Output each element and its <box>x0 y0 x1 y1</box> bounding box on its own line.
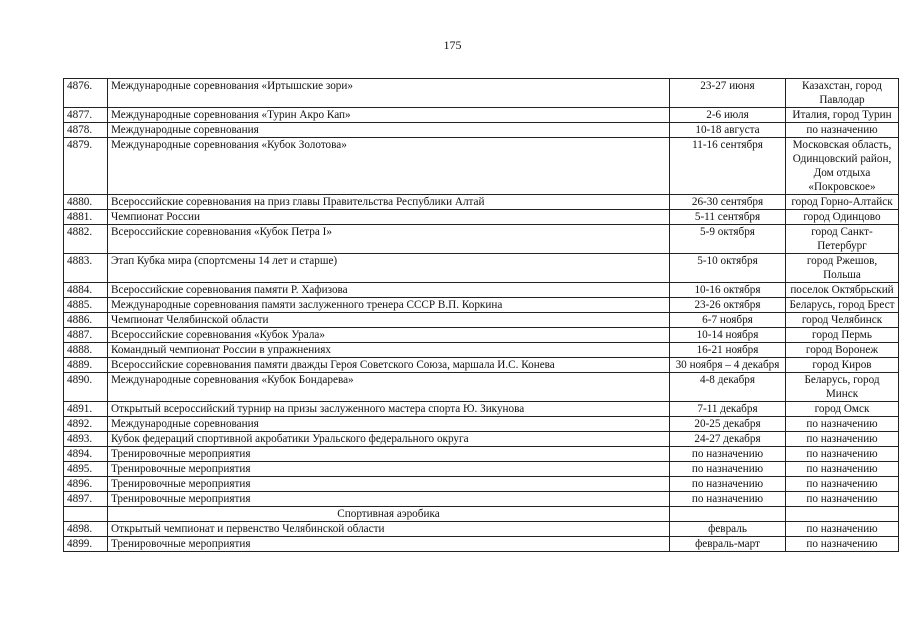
events-table-body-aerobics <box>64 522 899 552</box>
events-table-body <box>64 79 899 507</box>
event-name: Всероссийские соревнования «Кубок Петра I» <box>108 225 670 254</box>
section-date-cell <box>670 507 786 522</box>
table-row <box>64 283 899 298</box>
event-date: по назначению <box>670 462 786 477</box>
event-place: Италия, город Турин <box>786 108 899 123</box>
section-place-cell <box>786 507 899 522</box>
event-number: 4888. <box>64 343 108 358</box>
event-number: 4899. <box>64 537 108 552</box>
event-place: город Ржешов, Польша <box>786 254 899 283</box>
event-date: февраль <box>670 522 786 537</box>
event-place: поселок Октябрьский <box>786 283 899 298</box>
event-name: Чемпионат Челябинской области <box>108 313 670 328</box>
section-num-cell <box>64 507 108 522</box>
event-date: 10-18 августа <box>670 123 786 138</box>
event-number: 4892. <box>64 417 108 432</box>
event-number: 4880. <box>64 195 108 210</box>
event-place: по назначению <box>786 447 899 462</box>
table-row <box>64 343 899 358</box>
event-name: Кубок федераций спортивной акробатики Уральского федерального округа <box>108 432 670 447</box>
table-row <box>64 195 899 210</box>
table-row <box>64 123 899 138</box>
table-row <box>64 328 899 343</box>
event-place: город Воронеж <box>786 343 899 358</box>
event-number: 4886. <box>64 313 108 328</box>
event-place: город Челябинск <box>786 313 899 328</box>
event-place: город Киров <box>786 358 899 373</box>
event-name: Командный чемпионат России в упражнениях <box>108 343 670 358</box>
event-place: город Санкт-Петербург <box>786 225 899 254</box>
event-place: по назначению <box>786 432 899 447</box>
event-date: 10-14 ноября <box>670 328 786 343</box>
table-row <box>64 254 899 283</box>
event-number: 4894. <box>64 447 108 462</box>
event-number: 4887. <box>64 328 108 343</box>
table-row <box>64 79 899 108</box>
event-name: Чемпионат России <box>108 210 670 225</box>
table-row <box>64 537 899 552</box>
event-date: 26-30 сентября <box>670 195 786 210</box>
event-date: 2-6 июля <box>670 108 786 123</box>
event-date: 7-11 декабря <box>670 402 786 417</box>
table-row <box>64 313 899 328</box>
event-name: Международные соревнования «Иртышские зори» <box>108 79 670 108</box>
table-row <box>64 462 899 477</box>
event-date: 30 ноября – 4 декабря <box>670 358 786 373</box>
event-number: 4890. <box>64 373 108 402</box>
table-row <box>64 432 899 447</box>
event-number: 4882. <box>64 225 108 254</box>
event-date: 4-8 декабря <box>670 373 786 402</box>
event-name: Тренировочные мероприятия <box>108 477 670 492</box>
event-place: Беларусь, город Брест <box>786 298 899 313</box>
event-place: Беларусь, город Минск <box>786 373 899 402</box>
event-number: 4876. <box>64 79 108 108</box>
event-place: город Омск <box>786 402 899 417</box>
event-date: 20-25 декабря <box>670 417 786 432</box>
event-place: по назначению <box>786 537 899 552</box>
event-number: 4885. <box>64 298 108 313</box>
event-date: 16-21 ноября <box>670 343 786 358</box>
event-name: Тренировочные мероприятия <box>108 537 670 552</box>
event-name: Тренировочные мероприятия <box>108 492 670 507</box>
event-name: Международные соревнования памяти заслуженного тренера СССР В.П. Коркина <box>108 298 670 313</box>
event-name: Международные соревнования «Турин Акро Кап» <box>108 108 670 123</box>
event-name: Всероссийские соревнования памяти дважды Героя Советского Союза, маршала И.С. Конева <box>108 358 670 373</box>
event-name: Международные соревнования <box>108 417 670 432</box>
event-name: Открытый всероссийский турнир на призы заслуженного мастера спорта Ю. Зикунова <box>108 402 670 417</box>
event-date: 23-27 июня <box>670 79 786 108</box>
event-place: по назначению <box>786 492 899 507</box>
event-place: Казахстан, город Павлодар <box>786 79 899 108</box>
table-row <box>64 108 899 123</box>
event-name: Всероссийские соревнования памяти Р. Хафизова <box>108 283 670 298</box>
event-date: 10-16 октября <box>670 283 786 298</box>
event-number: 4891. <box>64 402 108 417</box>
event-number: 4879. <box>64 138 108 195</box>
event-place: по назначению <box>786 522 899 537</box>
event-date: февраль-март <box>670 537 786 552</box>
table-row <box>64 402 899 417</box>
event-number: 4881. <box>64 210 108 225</box>
event-number: 4895. <box>64 462 108 477</box>
event-name: Тренировочные мероприятия <box>108 462 670 477</box>
table-row <box>64 477 899 492</box>
table-row <box>64 447 899 462</box>
event-place: город Горно-Алтайск <box>786 195 899 210</box>
event-date: 5-9 октября <box>670 225 786 254</box>
section-row <box>64 507 899 522</box>
event-place: по назначению <box>786 417 899 432</box>
events-table <box>63 78 899 552</box>
event-name: Международные соревнования <box>108 123 670 138</box>
event-place: город Пермь <box>786 328 899 343</box>
event-date: по назначению <box>670 447 786 462</box>
event-place: Московская область, Одинцовский район, Дом отдыха «Покровское» <box>786 138 899 195</box>
event-name: Всероссийские соревнования на приз главы Правительства Республики Алтай <box>108 195 670 210</box>
event-number: 4878. <box>64 123 108 138</box>
event-date: 5-11 сентября <box>670 210 786 225</box>
table-row <box>64 417 899 432</box>
event-date: 6-7 ноября <box>670 313 786 328</box>
event-name: Этап Кубка мира (спортсмены 14 лет и старше) <box>108 254 670 283</box>
table-row <box>64 225 899 254</box>
table-row <box>64 492 899 507</box>
event-number: 4883. <box>64 254 108 283</box>
event-name: Тренировочные мероприятия <box>108 447 670 462</box>
event-number: 4884. <box>64 283 108 298</box>
event-number: 4896. <box>64 477 108 492</box>
page-number: 175 <box>443 38 462 52</box>
table-row <box>64 522 899 537</box>
section-title: Спортивная аэробика <box>108 507 670 522</box>
event-place: город Одинцово <box>786 210 899 225</box>
event-number: 4897. <box>64 492 108 507</box>
event-date: 24-27 декабря <box>670 432 786 447</box>
table-row <box>64 138 899 195</box>
table-row <box>64 210 899 225</box>
event-date: по назначению <box>670 477 786 492</box>
event-date: 11-16 сентября <box>670 138 786 195</box>
event-number: 4893. <box>64 432 108 447</box>
event-name: Международные соревнования «Кубок Бондарева» <box>108 373 670 402</box>
event-date: 23-26 октября <box>670 298 786 313</box>
event-name: Всероссийские соревнования «Кубок Урала» <box>108 328 670 343</box>
event-number: 4877. <box>64 108 108 123</box>
event-name: Международные соревнования «Кубок Золотова» <box>108 138 670 195</box>
event-number: 4889. <box>64 358 108 373</box>
event-place: по назначению <box>786 123 899 138</box>
table-row <box>64 298 899 313</box>
event-number: 4898. <box>64 522 108 537</box>
table-row <box>64 358 899 373</box>
event-place: по назначению <box>786 462 899 477</box>
table-row <box>64 373 899 402</box>
event-place: по назначению <box>786 477 899 492</box>
event-name: Открытый чемпионат и первенство Челябинской области <box>108 522 670 537</box>
event-date: по назначению <box>670 492 786 507</box>
event-date: 5-10 октября <box>670 254 786 283</box>
